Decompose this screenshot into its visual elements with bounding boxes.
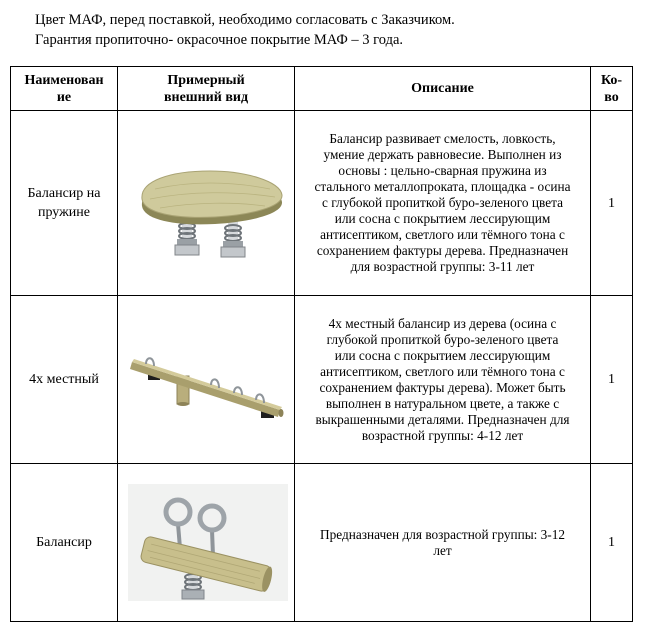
header-description: Описание (295, 67, 591, 111)
row-image-cell (118, 111, 295, 296)
four-seat-seesaw-image (120, 314, 297, 445)
header-qty: Ко- во (591, 67, 633, 111)
row-qty: 1 (591, 296, 633, 464)
equipment-table (10, 66, 633, 622)
log-balancer-image (120, 482, 297, 603)
table-row (11, 464, 633, 622)
row-qty: 1 (591, 111, 633, 296)
header-image: Примерный внешний вид (118, 67, 295, 111)
intro-text (35, 10, 455, 50)
table-row (11, 296, 633, 464)
row-description: 4х местный балансир из дерева (осина с глубокой пропиткой буро-зеленого цвета или сосна с покрытием лессирующим антисептиком, светлого или тёмного тона с сохранением фактуры дерева). Может быть выполнен в натуральном цвете, а также с выкрашенными деталями. Предназначен для возрастной группы: 4-12 лет (295, 296, 591, 464)
wooden-platform (142, 171, 282, 224)
table-header-row (11, 67, 633, 111)
header-name: Наименован ие (11, 67, 118, 111)
row-name: Балансир на пружине (11, 111, 118, 296)
row-name: Балансир (11, 464, 118, 622)
intro-color-note: Цвет МАФ, перед поставкой, необходимо согласовать с Заказчиком. (35, 12, 455, 28)
row-description: Предназначен для возрастной группы: 3-12 лет (295, 464, 591, 622)
row-description: Балансир развивает смелость, ловкость, умение держать равновесие. Выполнен из основы : цельно-сварная пружина из стального металлопроката, площадка - осина с глубокой пропиткой буро-зеленого цвета или сосна с покрытием лессирующим антисептиком, светлого или тёмного тона с сохранением фактуры дерева. Предназначен для возрастной группы: 3-11 лет (295, 111, 591, 296)
row-qty: 1 (591, 464, 633, 622)
row-image-cell (118, 464, 295, 622)
seesaw-beam (130, 359, 284, 417)
spring-balancer-image (120, 129, 297, 277)
intro-warranty-note: Гарантия пропиточно- окрасочное покрытие МАФ – 3 года. (35, 32, 404, 48)
row-image-cell (118, 296, 295, 464)
row-name: 4х местный (11, 296, 118, 464)
table-row (11, 111, 633, 296)
